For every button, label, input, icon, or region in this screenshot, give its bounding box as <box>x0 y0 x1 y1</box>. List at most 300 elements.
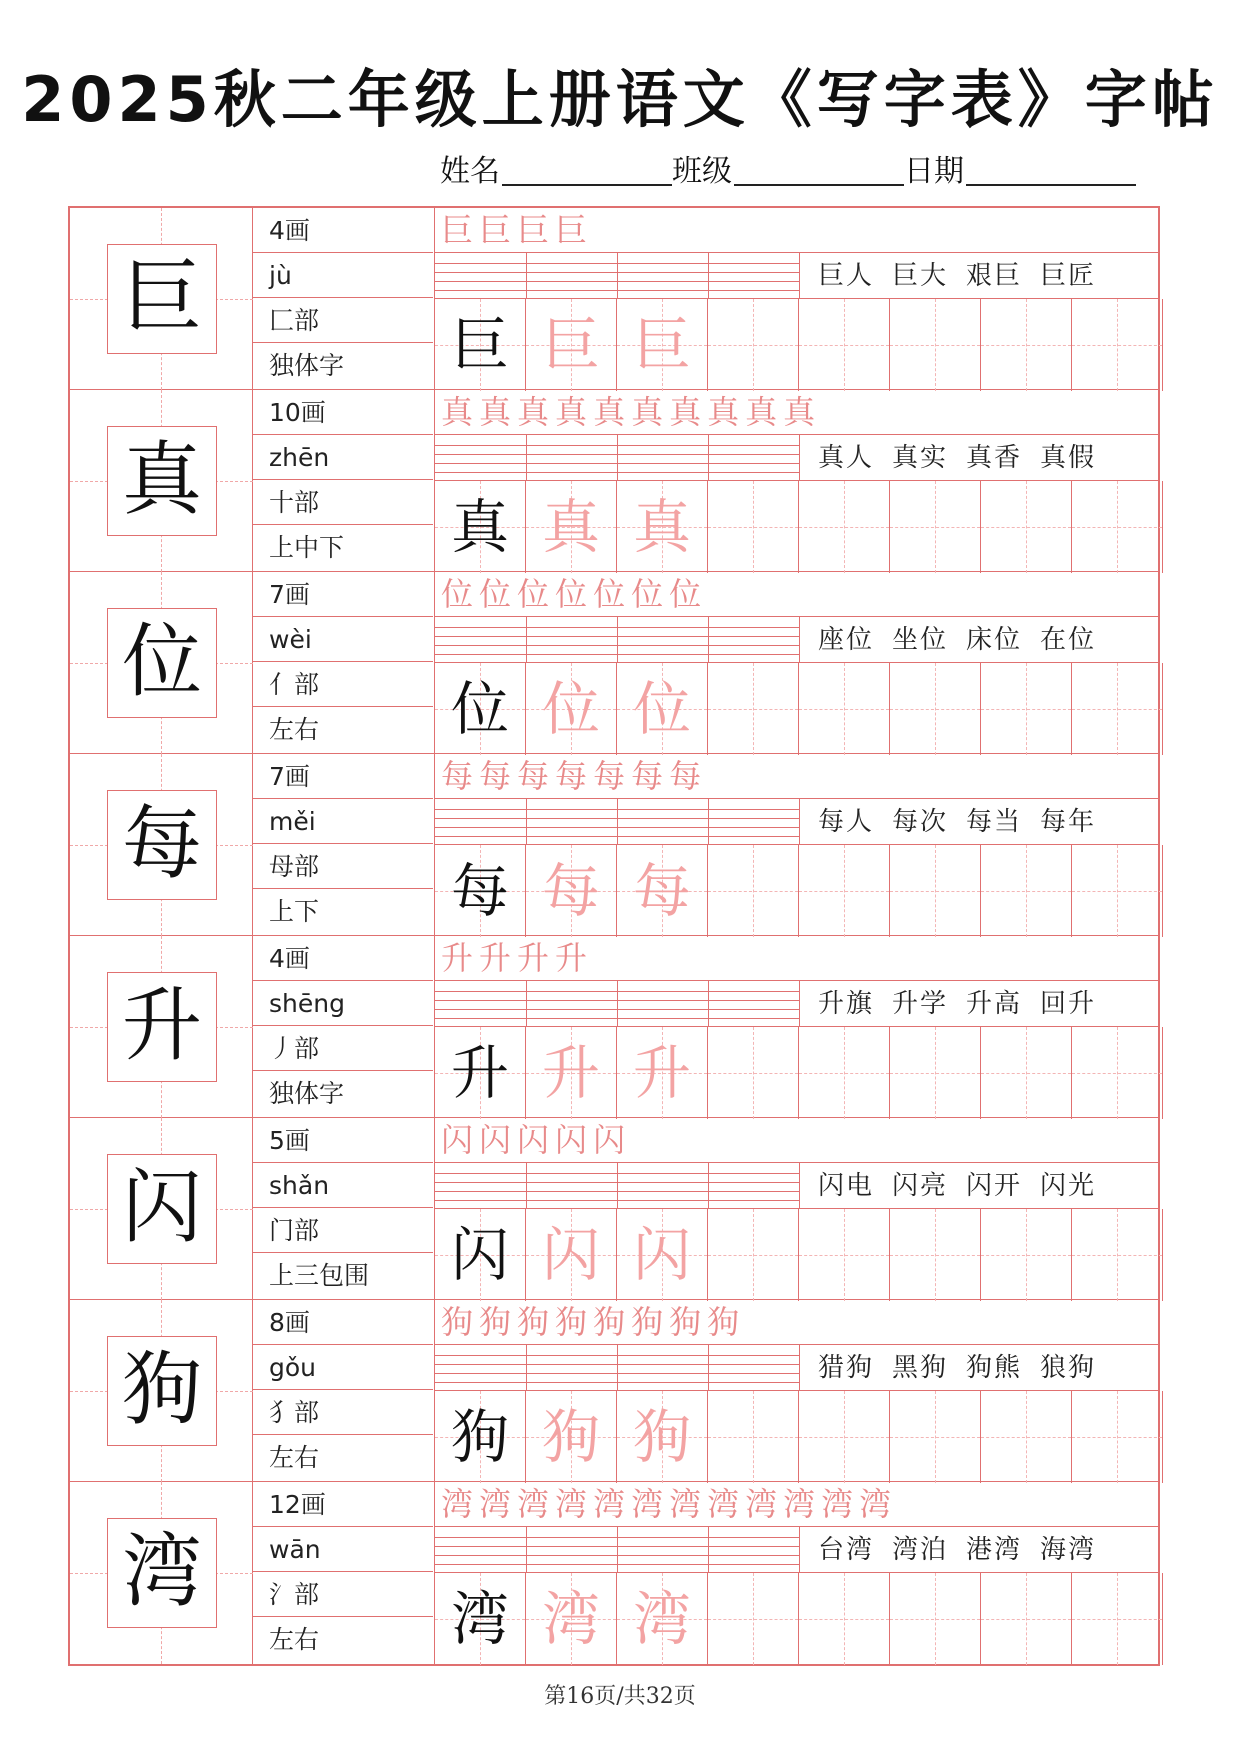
main-char-cell <box>70 754 253 936</box>
word-list <box>799 253 1158 298</box>
main-char-cell <box>70 936 253 1118</box>
guide-line <box>1026 1209 1027 1301</box>
guide-line <box>1117 1573 1118 1665</box>
guide-line <box>753 1573 754 1665</box>
stroke-step: 湾 <box>669 1485 708 1523</box>
writing-square[interactable] <box>890 1573 981 1665</box>
pinyin-divider <box>526 1345 527 1390</box>
writing-square[interactable] <box>1072 1027 1163 1119</box>
word-item: 台湾 <box>818 1535 875 1565</box>
class-label: 班级 <box>672 154 732 189</box>
writing-square[interactable] <box>981 481 1072 573</box>
char-pinyin: shǎn <box>253 1163 433 1208</box>
char-strokes: 12画 <box>253 1482 433 1527</box>
word-list <box>799 435 1158 480</box>
pinyin-divider <box>708 253 709 298</box>
model-char: 闪 <box>450 1221 509 1289</box>
pinyin-writing-lines[interactable] <box>435 1527 799 1572</box>
stroke-step: 湾 <box>517 1485 556 1523</box>
stroke-order <box>435 572 1158 617</box>
guide-line <box>753 1027 754 1119</box>
page-number: 第16页/共32页 <box>544 1684 696 1709</box>
guide-line <box>935 299 936 391</box>
stroke-step: 狗 <box>479 1303 518 1341</box>
stroke-step: 闪 <box>593 1121 632 1159</box>
guide-line <box>1026 481 1027 573</box>
stroke-order <box>435 754 1158 799</box>
main-char-cell <box>70 208 253 390</box>
writing-square[interactable] <box>435 1027 526 1119</box>
char-pinyin: wèi <box>253 617 433 662</box>
stroke-step: 湾 <box>821 1485 860 1523</box>
writing-square[interactable] <box>708 1027 799 1119</box>
word-list <box>799 1527 1158 1572</box>
writing-square[interactable] <box>981 845 1072 937</box>
stroke-step: 位 <box>517 575 556 613</box>
char-radical: 母部 <box>253 844 433 889</box>
stroke-step: 每 <box>631 757 670 795</box>
writing-square[interactable] <box>981 1209 1072 1301</box>
guide-line <box>844 663 845 755</box>
main-char-cell <box>70 1118 253 1300</box>
model-char: 真 <box>450 493 509 561</box>
writing-square[interactable] <box>890 1027 981 1119</box>
stroke-step: 每 <box>479 757 518 795</box>
main-char-cell <box>70 1300 253 1482</box>
stroke-step: 闪 <box>517 1121 556 1159</box>
writing-square[interactable] <box>981 663 1072 755</box>
writing-squares <box>435 298 1158 390</box>
writing-square[interactable] <box>890 845 981 937</box>
date-label: 日期 <box>904 154 964 189</box>
pinyin-divider <box>708 799 709 844</box>
trace-char: 湾 <box>632 1585 691 1653</box>
char-strokes: 10画 <box>253 390 433 435</box>
guide-line <box>844 481 845 573</box>
char-info <box>253 754 435 936</box>
writing-square[interactable] <box>526 845 617 937</box>
char-pinyin: jù <box>253 253 433 298</box>
word-item: 闪光 <box>1040 1171 1097 1201</box>
word-item: 每当 <box>966 807 1023 837</box>
pinyin-divider <box>617 1527 618 1572</box>
trace-char: 真 <box>541 493 600 561</box>
word-item: 闪开 <box>966 1171 1023 1201</box>
guide-line <box>844 1027 845 1119</box>
stroke-order <box>435 936 1158 981</box>
class-blank[interactable] <box>734 184 904 186</box>
writing-square[interactable] <box>526 481 617 573</box>
main-char: 湾 <box>107 1518 217 1628</box>
stroke-step: 湾 <box>859 1485 898 1523</box>
word-list <box>799 799 1158 844</box>
word-item: 每次 <box>892 807 949 837</box>
pinyin-writing-lines[interactable] <box>435 617 799 662</box>
pinyin-writing-lines[interactable] <box>435 981 799 1026</box>
char-radical: 十部 <box>253 480 433 525</box>
guide-line <box>753 845 754 937</box>
writing-square[interactable] <box>799 1391 890 1483</box>
writing-square[interactable] <box>799 299 890 391</box>
writing-square[interactable] <box>708 299 799 391</box>
char-strokes: 5画 <box>253 1118 433 1163</box>
pinyin-writing-lines[interactable] <box>435 253 799 298</box>
writing-square[interactable] <box>708 1391 799 1483</box>
word-item: 猎狗 <box>818 1353 875 1383</box>
writing-square[interactable] <box>1072 299 1163 391</box>
writing-square[interactable] <box>981 1391 1072 1483</box>
pinyin-divider <box>526 1527 527 1572</box>
stroke-step: 湾 <box>707 1485 746 1523</box>
trace-char: 狗 <box>541 1403 600 1471</box>
writing-square[interactable] <box>799 1027 890 1119</box>
char-info <box>253 1118 435 1300</box>
guide-line <box>1026 1573 1027 1665</box>
stroke-step: 真 <box>783 393 822 431</box>
writing-square[interactable] <box>435 1209 526 1301</box>
guide-line <box>1026 299 1027 391</box>
writing-square[interactable] <box>799 1573 890 1665</box>
stroke-step: 巨 <box>555 211 594 249</box>
char-pinyin: gǒu <box>253 1345 433 1390</box>
writing-square[interactable] <box>435 1573 526 1665</box>
char-structure: 左右 <box>269 715 320 744</box>
writing-square[interactable] <box>1072 1209 1163 1301</box>
word-item: 真香 <box>966 443 1023 473</box>
guide-line <box>935 481 936 573</box>
writing-square[interactable] <box>1072 1573 1163 1665</box>
char-structure: 左右 <box>269 1625 320 1654</box>
char-structure: 上中下 <box>269 533 345 562</box>
char-row <box>70 1118 1158 1300</box>
writing-square[interactable] <box>435 845 526 937</box>
char-pinyin: wān <box>253 1527 433 1572</box>
stroke-order <box>435 390 1158 435</box>
pinyin-divider <box>708 617 709 662</box>
pinyin-divider <box>708 1163 709 1208</box>
writing-square[interactable] <box>617 1209 708 1301</box>
stroke-step: 巨 <box>517 211 556 249</box>
writing-square[interactable] <box>1072 845 1163 937</box>
char-row <box>70 208 1158 390</box>
writing-square[interactable] <box>981 1027 1072 1119</box>
word-item: 升旗 <box>818 989 875 1019</box>
stroke-step: 湾 <box>441 1485 480 1523</box>
stroke-step: 真 <box>517 393 556 431</box>
guide-line <box>753 1391 754 1483</box>
writing-square[interactable] <box>435 1391 526 1483</box>
writing-square[interactable] <box>981 1573 1072 1665</box>
guide-line <box>1026 845 1027 937</box>
guide-line <box>844 299 845 391</box>
trace-char: 巨 <box>632 311 691 379</box>
stroke-step: 升 <box>479 939 518 977</box>
char-info <box>253 936 435 1118</box>
stroke-step: 每 <box>593 757 632 795</box>
word-item: 真假 <box>1040 443 1097 473</box>
word-item: 巨匠 <box>1040 261 1097 291</box>
guide-line <box>1117 845 1118 937</box>
stroke-step: 每 <box>517 757 556 795</box>
stroke-step: 真 <box>479 393 518 431</box>
stroke-step: 狗 <box>441 1303 480 1341</box>
trace-char: 位 <box>541 675 600 743</box>
pinyin-writing-lines[interactable] <box>435 1163 799 1208</box>
pinyin-writing-lines[interactable] <box>435 1345 799 1390</box>
stroke-step: 湾 <box>783 1485 822 1523</box>
word-item: 闪电 <box>818 1171 875 1201</box>
char-strokes: 7画 <box>253 754 433 799</box>
word-item: 每年 <box>1040 807 1097 837</box>
writing-grid <box>435 799 1158 936</box>
char-radical: 门部 <box>253 1208 433 1253</box>
pinyin-writing-lines[interactable] <box>435 799 799 844</box>
stroke-step: 真 <box>441 393 480 431</box>
trace-char: 每 <box>541 857 600 925</box>
writing-square[interactable] <box>617 299 708 391</box>
pinyin-divider <box>617 617 618 662</box>
trace-char: 狗 <box>632 1403 691 1471</box>
writing-square[interactable] <box>1072 481 1163 573</box>
stroke-step: 巨 <box>479 211 518 249</box>
writing-square[interactable] <box>526 663 617 755</box>
model-char: 位 <box>450 675 509 743</box>
stroke-step: 狗 <box>707 1303 746 1341</box>
char-pinyin: shēng <box>253 981 433 1026</box>
stroke-step: 每 <box>441 757 480 795</box>
trace-char: 每 <box>632 857 691 925</box>
stroke-step: 巨 <box>441 211 480 249</box>
char-strokes: 4画 <box>253 208 433 253</box>
word-item: 座位 <box>818 625 875 655</box>
guide-line <box>753 481 754 573</box>
writing-square[interactable] <box>617 663 708 755</box>
char-strokes: 7画 <box>253 572 433 617</box>
stroke-step: 真 <box>669 393 708 431</box>
word-item: 黑狗 <box>892 1353 949 1383</box>
char-radical: 氵部 <box>253 1572 433 1617</box>
guide-line <box>844 1209 845 1301</box>
stroke-step: 狗 <box>631 1303 670 1341</box>
writing-square[interactable] <box>799 663 890 755</box>
word-item: 海湾 <box>1040 1535 1097 1565</box>
word-item: 闪亮 <box>892 1171 949 1201</box>
word-item: 升学 <box>892 989 949 1019</box>
writing-square[interactable] <box>617 1027 708 1119</box>
stroke-step: 每 <box>555 757 594 795</box>
writing-square[interactable] <box>526 1027 617 1119</box>
pinyin-divider <box>708 435 709 480</box>
model-char: 升 <box>450 1039 509 1107</box>
char-radical: 匚部 <box>253 298 433 343</box>
stroke-step: 位 <box>593 575 632 613</box>
writing-squares <box>435 480 1158 572</box>
pinyin-divider <box>526 981 527 1026</box>
char-info <box>253 572 435 754</box>
stroke-step: 真 <box>707 393 746 431</box>
stroke-step: 湾 <box>593 1485 632 1523</box>
model-char: 巨 <box>450 311 509 379</box>
guide-line <box>753 299 754 391</box>
stroke-order <box>435 1118 1158 1163</box>
stroke-order <box>435 208 1158 253</box>
guide-line <box>844 1391 845 1483</box>
guide-line <box>1026 1391 1027 1483</box>
writing-grid <box>435 1527 1158 1664</box>
pinyin-divider <box>708 1527 709 1572</box>
model-char: 每 <box>450 857 509 925</box>
writing-square[interactable] <box>708 1209 799 1301</box>
char-row <box>70 936 1158 1118</box>
writing-grid <box>435 981 1158 1118</box>
char-info <box>253 390 435 572</box>
char-info <box>253 1300 435 1482</box>
writing-square[interactable] <box>435 299 526 391</box>
guide-line <box>1117 481 1118 573</box>
writing-square[interactable] <box>890 299 981 391</box>
writing-square[interactable] <box>981 299 1072 391</box>
pinyin-divider <box>617 435 618 480</box>
writing-square[interactable] <box>890 481 981 573</box>
writing-squares <box>435 1572 1158 1664</box>
stroke-step: 闪 <box>479 1121 518 1159</box>
stroke-step: 狗 <box>669 1303 708 1341</box>
writing-square[interactable] <box>1072 663 1163 755</box>
word-item: 每人 <box>818 807 875 837</box>
guide-line <box>753 663 754 755</box>
trace-char: 升 <box>541 1039 600 1107</box>
stroke-step: 真 <box>593 393 632 431</box>
stroke-step: 狗 <box>517 1303 556 1341</box>
trace-char: 位 <box>632 675 691 743</box>
stroke-step: 位 <box>479 575 518 613</box>
writing-square[interactable] <box>1072 1391 1163 1483</box>
writing-square[interactable] <box>435 481 526 573</box>
char-row <box>70 1300 1158 1482</box>
main-char-cell <box>70 390 253 572</box>
char-info <box>253 208 435 390</box>
guide-line <box>1117 1209 1118 1301</box>
stroke-step: 位 <box>669 575 708 613</box>
stroke-step: 位 <box>555 575 594 613</box>
pinyin-divider <box>526 435 527 480</box>
name-blank[interactable] <box>502 184 672 186</box>
writing-square[interactable] <box>617 1391 708 1483</box>
word-item: 真人 <box>818 443 875 473</box>
char-row <box>70 754 1158 936</box>
pinyin-divider <box>617 981 618 1026</box>
guide-line <box>1117 299 1118 391</box>
writing-square[interactable] <box>617 1573 708 1665</box>
writing-square[interactable] <box>617 845 708 937</box>
stroke-step: 湾 <box>631 1485 670 1523</box>
word-item: 回升 <box>1040 989 1097 1019</box>
writing-square[interactable] <box>708 663 799 755</box>
word-item: 坐位 <box>892 625 949 655</box>
guide-line <box>935 1209 936 1301</box>
writing-square[interactable] <box>799 845 890 937</box>
writing-square[interactable] <box>526 1573 617 1665</box>
pinyin-divider <box>526 799 527 844</box>
writing-square[interactable] <box>890 1391 981 1483</box>
writing-grid <box>435 1163 1158 1300</box>
stroke-order <box>435 1482 1158 1527</box>
word-item: 床位 <box>966 625 1023 655</box>
writing-squares <box>435 1208 1158 1300</box>
char-structure: 独体字 <box>269 1079 345 1108</box>
trace-char: 湾 <box>541 1585 600 1653</box>
guide-line <box>935 845 936 937</box>
date-blank[interactable] <box>966 184 1136 186</box>
main-char: 狗 <box>107 1336 217 1446</box>
writing-grid <box>435 253 1158 390</box>
stroke-step: 升 <box>517 939 556 977</box>
char-strokes: 8画 <box>253 1300 433 1345</box>
writing-squares <box>435 1390 1158 1482</box>
stroke-step: 真 <box>555 393 594 431</box>
trace-char: 闪 <box>541 1221 600 1289</box>
writing-square[interactable] <box>708 481 799 573</box>
writing-square[interactable] <box>526 1391 617 1483</box>
practice-sheet <box>68 206 1160 1666</box>
stroke-step: 位 <box>631 575 670 613</box>
writing-square[interactable] <box>526 299 617 391</box>
pinyin-divider <box>617 253 618 298</box>
char-structure: 独体字 <box>269 351 345 380</box>
word-item: 真实 <box>892 443 949 473</box>
word-list <box>799 1345 1158 1390</box>
main-char: 巨 <box>107 244 217 354</box>
word-item: 升高 <box>966 989 1023 1019</box>
pinyin-divider <box>708 1345 709 1390</box>
writing-square[interactable] <box>799 1209 890 1301</box>
stroke-step: 狗 <box>555 1303 594 1341</box>
writing-squares <box>435 844 1158 936</box>
char-radical: 丿部 <box>253 1026 433 1071</box>
writing-square[interactable] <box>890 663 981 755</box>
stroke-order <box>435 1300 1158 1345</box>
trace-char: 真 <box>632 493 691 561</box>
word-item: 巨人 <box>818 261 875 291</box>
guide-line <box>935 1027 936 1119</box>
pinyin-writing-lines[interactable] <box>435 435 799 480</box>
stroke-step: 湾 <box>479 1485 518 1523</box>
page-title: 2025秋二年级上册语文《写字表》字帖 <box>21 63 1219 136</box>
char-structure: 左右 <box>269 1443 320 1472</box>
main-char: 每 <box>107 790 217 900</box>
writing-square[interactable] <box>799 481 890 573</box>
writing-square[interactable] <box>708 1573 799 1665</box>
main-char: 真 <box>107 426 217 536</box>
guide-line <box>935 663 936 755</box>
word-item: 狼狗 <box>1040 1353 1097 1383</box>
stroke-step: 升 <box>555 939 594 977</box>
writing-square[interactable] <box>617 481 708 573</box>
stroke-step: 真 <box>631 393 670 431</box>
char-strokes: 4画 <box>253 936 433 981</box>
word-item: 在位 <box>1040 625 1097 655</box>
writing-square[interactable] <box>708 845 799 937</box>
main-char: 升 <box>107 972 217 1082</box>
writing-square[interactable] <box>890 1209 981 1301</box>
writing-grid <box>435 617 1158 754</box>
writing-square[interactable] <box>526 1209 617 1301</box>
char-info <box>253 1482 435 1664</box>
char-radical: 亻部 <box>253 662 433 707</box>
writing-square[interactable] <box>435 663 526 755</box>
char-structure: 上下 <box>269 897 320 926</box>
guide-line <box>1026 1027 1027 1119</box>
